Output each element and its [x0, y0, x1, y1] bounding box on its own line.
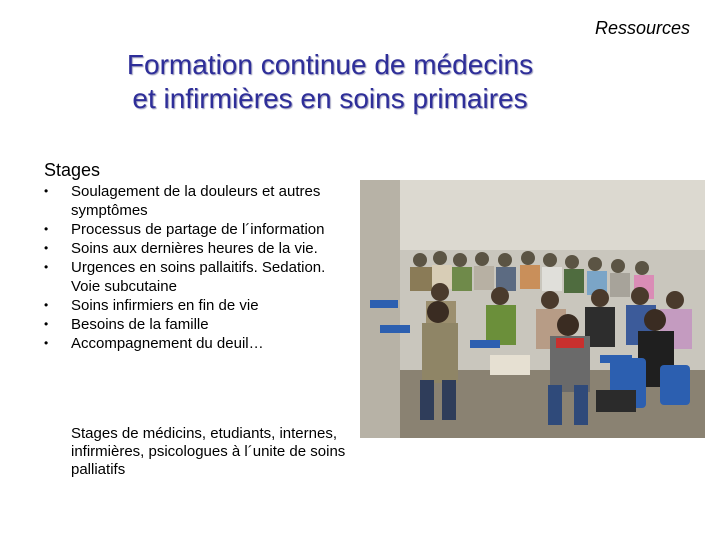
bullet-marker: • — [44, 298, 49, 312]
stages-note: Stages de médicins, etudiants, internes, infirmières, psicologues à l´unite de soins palliatifs — [71, 425, 346, 478]
bullet-marker: • — [44, 336, 49, 350]
bullet-item — [44, 220, 354, 239]
bullet-item — [44, 315, 354, 334]
bullet-item — [44, 296, 354, 315]
bullet-item — [44, 258, 354, 296]
bullet-text: Accompagnement du deuil… — [71, 335, 264, 352]
slide-title-line-1: Formation continue de médecins — [126, 49, 534, 80]
corner-label: Ressources — [594, 18, 690, 38]
slide-title — [70, 48, 590, 116]
bullet-text: Soulagement de la douleurs et autres symptômes — [71, 183, 321, 219]
bullet-text: Soins aux dernières heures de la vie. — [71, 240, 318, 257]
bullet-list — [44, 182, 354, 353]
bullet-marker: • — [44, 241, 49, 255]
bullet-item — [44, 334, 354, 353]
bullet-text: Soins infirmiers en fin de vie — [71, 297, 259, 314]
section-heading: Stages — [44, 160, 101, 180]
bullet-item — [44, 239, 354, 258]
bullet-text: Urgences en soins pallaitifs. Sedation. Voie subcutaine — [71, 259, 326, 295]
slide-title-line-2: et infirmières en soins primaires — [132, 83, 528, 114]
bullet-text: Besoins de la famille — [71, 316, 209, 333]
classroom-photo — [360, 180, 705, 438]
bullet-marker: • — [44, 184, 49, 198]
bullet-marker: • — [44, 222, 49, 236]
bullet-marker: • — [44, 260, 49, 274]
bullet-item — [44, 182, 354, 220]
bullet-marker: • — [44, 317, 49, 331]
bullet-text: Processus de partage de l´information — [71, 221, 325, 238]
classroom-photo-illustration — [360, 180, 705, 438]
